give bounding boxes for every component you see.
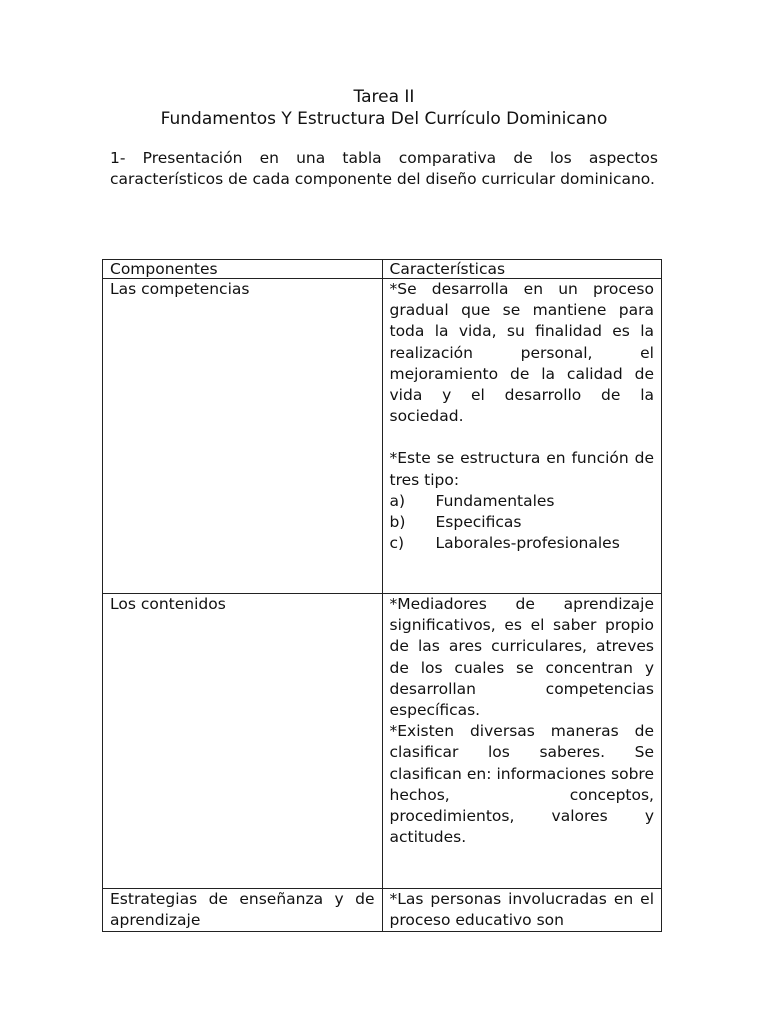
characteristics-paragraph: *Se desarrolla en un proceso gradual que se mantiene para toda la vida, su finalidad es la realización personal, el mejoramiento de la calidad de vida y el desarrollo de la sociedad. — [389, 280, 654, 426]
list-item — [390, 533, 655, 554]
characteristics-paragraph: *Existen diversas maneras de clasificar los saberes. Se clasifican en: informaciones sobre hechos, conceptos, procedimientos, valores y actitudes. — [389, 722, 654, 847]
list-item-text: Fundamentales — [435, 491, 555, 510]
intro-paragraph: 1- Presentación en una tabla comparativa de los aspectos característicos de cada componente del diseño curricular dominicano. — [110, 149, 658, 188]
list-item-label: c) — [389, 534, 405, 553]
list-item — [390, 512, 655, 533]
list-item-label: b) — [389, 513, 406, 532]
characteristics-cell — [382, 889, 662, 932]
document-title: Tarea II — [353, 87, 415, 107]
table-row — [103, 889, 662, 932]
table-row — [103, 594, 662, 889]
characteristics-paragraph: *Las personas involucradas en el proceso educativo son — [389, 890, 654, 929]
characteristics-cell — [382, 279, 662, 594]
characteristics-paragraph: *Este se estructura en función de tres tipo: — [389, 449, 654, 489]
characteristics-cell — [382, 594, 662, 889]
table-header-cell: Componentes — [103, 260, 383, 279]
component-cell: Los contenidos — [103, 594, 383, 889]
comparison-table — [102, 259, 662, 932]
component-cell: Las competencias — [103, 279, 383, 594]
list-item-text: Especificas — [435, 513, 522, 532]
characteristics-paragraph: *Mediadores de aprendizaje significativos, es el saber propio de las ares curriculares, atreves de los cuales se concentran y desarrollan competencias específicas. — [389, 595, 654, 720]
list-item-label: a) — [389, 491, 406, 510]
table-header-cell: Características — [382, 260, 662, 279]
component-cell — [103, 889, 383, 932]
component-label: Estrategias de enseñanza y de aprendizaje — [110, 890, 375, 930]
table-row — [103, 279, 662, 594]
list-item-text: Laborales-profesionales — [435, 534, 620, 553]
list-item — [390, 491, 655, 512]
title-block — [0, 86, 768, 130]
document-subtitle: Fundamentos Y Estructura Del Currículo Dominicano — [160, 109, 608, 129]
table-header-row — [103, 260, 662, 279]
